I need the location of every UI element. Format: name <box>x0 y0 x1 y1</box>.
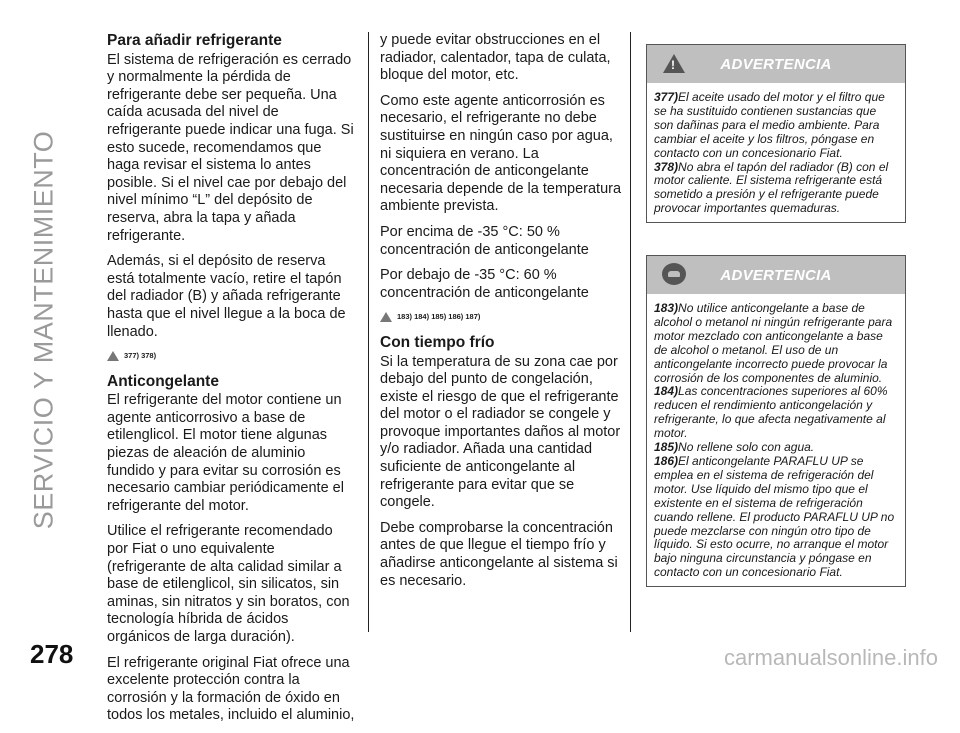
warning-item: 186)El anticongelante PARAFLU UP se emplea en el sistema de refrigeración del motor. Use líquido del mismo tipo que el existente en el sistema de refrigeración cuando rellene. El producto PARAFLU UP no puede mezclarse con ningún otro tipo de líquido. Si esto ocurre, no arranque el motor bajo ninguna circunstancia y póngase en contacto con un concesionario Fiat. <box>654 453 895 580</box>
page-number: 278 <box>30 639 74 669</box>
warning-references <box>107 347 355 365</box>
column-left <box>107 32 355 733</box>
paragraph: El refrigerante original Fiat ofrece una excelente protección contra la corrosión y la formación de óxido en todos los metales, incluido el aluminio, <box>107 654 355 724</box>
paragraph: El sistema de refrigeración es cerrado y normalmente la pérdida de refrigerante debe ser pequeña. Una caída acusada del nivel de refrigerante puede indicar una fuga. Si esto sucede, recomendamos que haga revisar el sistema lo antes posible. Si el nivel cae por debajo del nivel mínimo “L” del depósito de reserva, abra la tapa y añada refrigerante. <box>107 51 354 244</box>
section-heading: Para añadir refrigerante <box>107 32 282 49</box>
warning-box-body <box>647 294 905 586</box>
section-heading: Anticongelante <box>107 372 219 390</box>
section-heading: Con tiempo frío <box>380 333 495 351</box>
paragraph: Debe comprobarse la concentración antes de que llegue el tiempo frío y añadirse anticongelante al sistema si es necesario. <box>380 519 618 589</box>
paragraph: Además, si el depósito de reserva está totalmente vacío, retire el tapón del radiador (B) y añada refrigerante hasta que el nivel llegue a la boca de llenado. <box>107 253 346 340</box>
warning-item: 183)No utilice anticongelante a base de alcohol o metanol ni ningún refrigerante para motor mezclado con anticongelante a base de alcohol o metanol. El uso de un anticongelante incorrecto puede provocar la corrosión de los componentes de aluminio. <box>654 301 893 385</box>
section-side-title: SERVICIO Y MANTENIMIENTO <box>28 130 59 530</box>
warning-triangle-icon <box>380 312 392 322</box>
paragraph: Por encima de -35 °C: 50 % concentración de anticongelante <box>380 223 589 258</box>
watermark: carmanualsonline.info <box>723 645 938 670</box>
warning-title: ADVERTENCIA <box>720 55 832 73</box>
reference-numbers: 183) 184) 185) 186) 187) <box>397 312 481 322</box>
warning-box-body <box>647 83 905 222</box>
warning-item: 185)No rellene solo con agua. <box>654 440 815 455</box>
warning-item: 377)El aceite usado del motor y el filtro que se ha sustituido contienen sustancias que son dañinas para el medio ambiente. Para cambiar el aceite y los filtros, póngase en contacto con un concesionario Fiat. <box>654 90 885 160</box>
warning-item: 184)Las concentraciones superiores al 60% reducen el rendimiento anticongelación y refrigerante, lo que afecta negativamente al motor. <box>654 384 888 441</box>
paragraph: Como este agente anticorrosión es necesario, el refrigerante no debe sustituirse en ningún caso por agua, ni siquiera en verano. La concentración de anticongelante necesaria depende de la temperatura ambiente prevista. <box>380 92 622 215</box>
reference-numbers: 377) 378) <box>124 351 157 361</box>
paragraph: Si la temperatura de su zona cae por debajo del punto de congelación, existe el riesgo de que el refrigerante del motor o el radiador se congele y provoque importantes daños al motor y/o radiador. Añada una cantidad suficiente de anticongelante al refrigerante para evitar que se congele. <box>380 353 621 511</box>
warning-references <box>380 308 622 326</box>
warning-item: 378)No abra el tapón del radiador (B) con el motor caliente. El sistema refrigerante está sometido a presión y el refrigerante puede provocar importantes quemaduras. <box>654 159 889 216</box>
warning-box <box>646 44 906 223</box>
paragraph: El refrigerante del motor contiene un agente anticorrosivo a base de etilenglicol. El motor tiene algunas piezas de aleación de aluminio fundido y para evitar su corrosión es necesario cambiar periódicamente el refrigerante del motor. <box>107 392 344 514</box>
warning-box <box>646 255 906 587</box>
warning-title: ADVERTENCIA <box>720 266 832 284</box>
column-middle <box>380 32 622 598</box>
car-warning-icon <box>662 263 686 285</box>
paragraph: y puede evitar obstrucciones en el radiador, calentador, tapa de culata, bloque del motor, etc. <box>380 32 611 84</box>
column-divider <box>368 32 369 632</box>
warning-box-header <box>647 256 905 294</box>
warning-triangle-icon <box>663 54 685 73</box>
column-divider <box>630 32 631 632</box>
paragraph: Por debajo de -35 °C: 60 % concentración de anticongelante <box>380 267 589 301</box>
warning-box-header <box>647 45 905 83</box>
paragraph: Utilice el refrigerante recomendado por Fiat o uno equivalente (refrigerante de alta calidad similar a base de etilenglicol, sin silicatos, sin aminas, sin nitratos y sin boratos, con tecnología híbrida de ácidos orgánicos de larga duración). <box>107 523 350 645</box>
warning-triangle-icon <box>107 351 119 361</box>
